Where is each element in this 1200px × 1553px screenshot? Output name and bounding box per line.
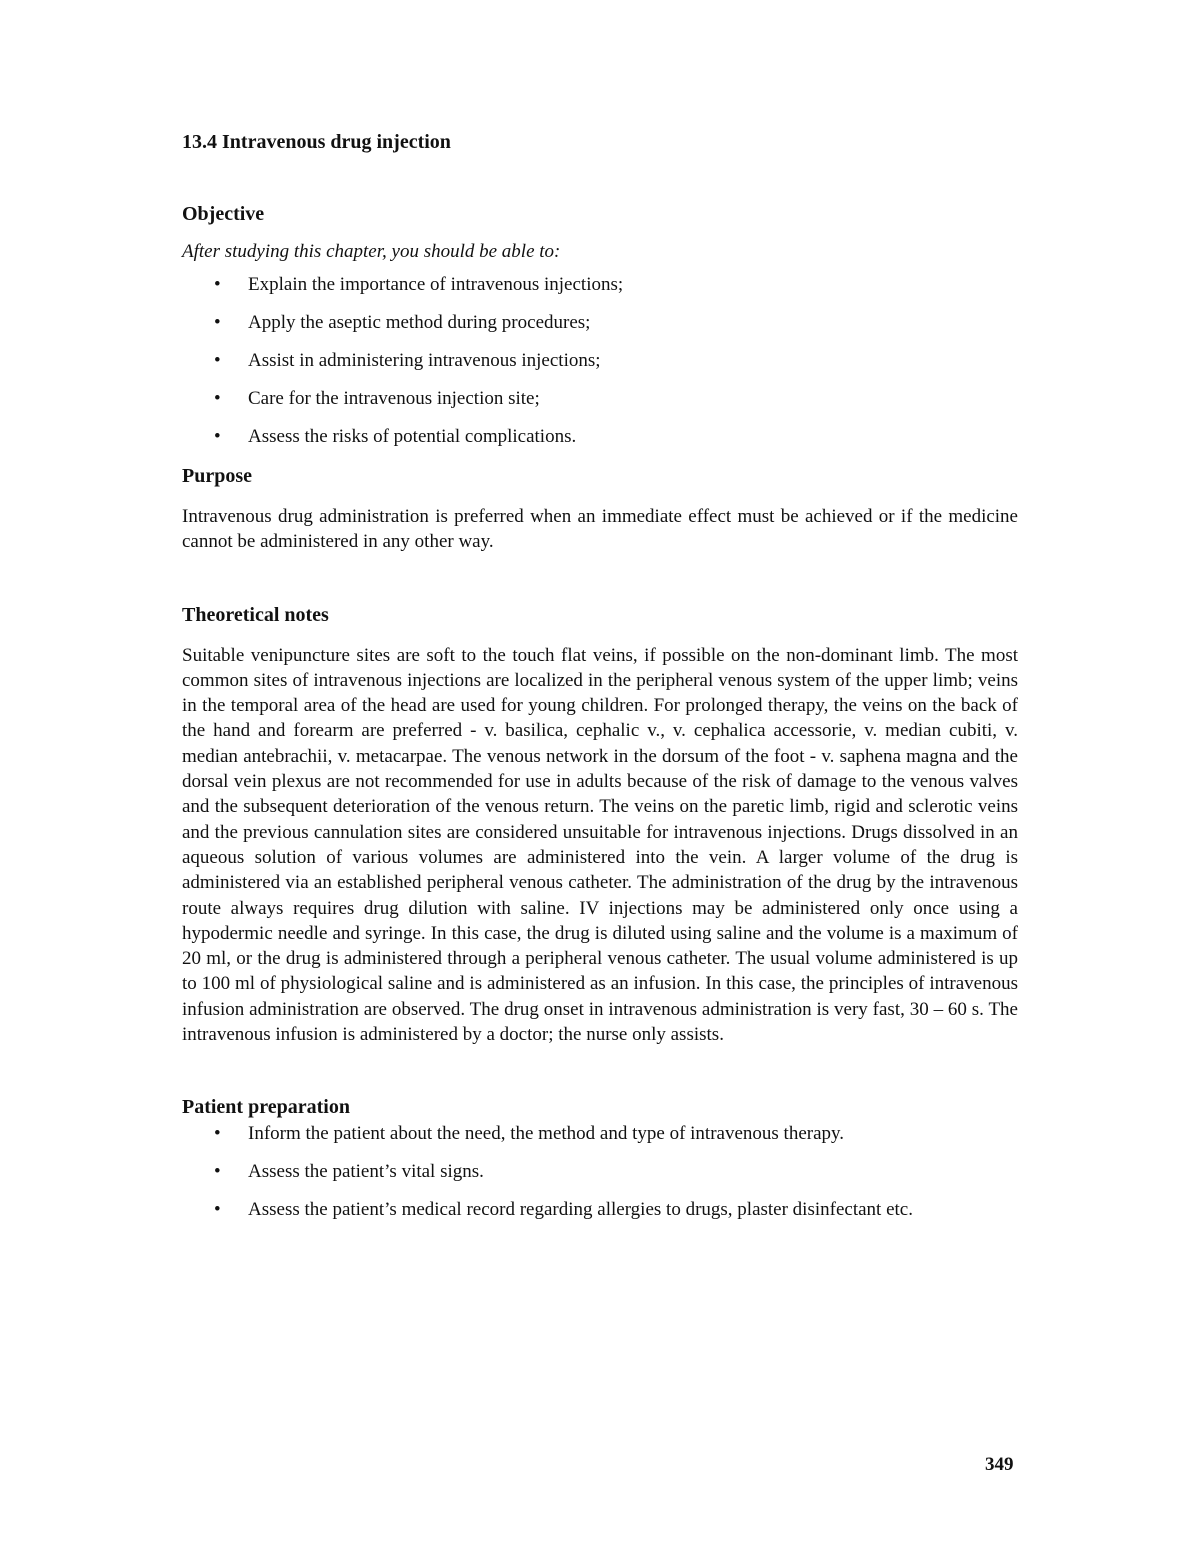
theory-heading: Theoretical notes xyxy=(182,603,329,626)
list-item-text: Assess the risks of potential complications. xyxy=(248,426,577,447)
list-item-text: Explain the importance of intravenous injections; xyxy=(248,274,624,295)
page-title: 13.4 Intravenous drug injection xyxy=(182,131,451,153)
page-number: 349 xyxy=(985,1454,1014,1475)
list-item-text: Apply the aseptic method during procedures; xyxy=(248,312,591,333)
list-item xyxy=(182,272,1018,298)
bullet-icon: • xyxy=(214,388,221,409)
list-item-text: Assess the patient’s vital signs. xyxy=(248,1161,484,1183)
objective-heading: Objective xyxy=(182,203,265,225)
bullet-icon: • xyxy=(214,274,221,295)
purpose-heading: Purpose xyxy=(182,465,252,487)
bullet-icon: • xyxy=(214,1199,221,1221)
list-item xyxy=(182,1159,1018,1185)
document-page xyxy=(182,128,1018,1235)
list-item xyxy=(182,1197,1018,1223)
patient-preparation-heading: Patient preparation xyxy=(182,1096,350,1119)
bullet-icon: • xyxy=(214,350,221,371)
list-item xyxy=(182,348,1018,374)
list-item xyxy=(182,1121,1018,1147)
bullet-icon: • xyxy=(214,1161,221,1183)
list-item xyxy=(182,310,1018,336)
list-item xyxy=(182,386,1018,412)
list-item xyxy=(182,424,1018,450)
list-item-text: Assess the patient’s medical record regarding allergies to drugs, plaster disinfectant etc. xyxy=(248,1199,913,1221)
list-item-text: Inform the patient about the need, the method and type of intravenous therapy. xyxy=(248,1123,845,1145)
objective-list xyxy=(182,272,1018,450)
purpose-paragraph: Intravenous drug administration is preferred when an immediate effect must be achieved or if the medicine cannot be administered in any other way. xyxy=(182,506,1018,553)
bullet-icon: • xyxy=(214,426,221,447)
bullet-icon: • xyxy=(214,312,221,333)
list-item-text: Assist in administering intravenous injections; xyxy=(248,350,601,371)
patient-preparation-list xyxy=(182,1121,1018,1223)
bullet-icon: • xyxy=(214,1123,221,1145)
theory-paragraph: Suitable venipuncture sites are soft to the touch flat veins, if possible on the non-dominant limb. The most common sites of intravenous injections are localized in the peripheral venous system of the upper limb; veins in the temporal area of the head are used for young children. For prolonged therapy, the veins on the back of the hand and forearm are preferred - v. basilica, cephalic v., v. cephalica accessorie, v. median cubiti, v. median antebrachii, v. metacarpae. The venous network in the dorsum of the foot - v. saphena magna and the dorsal vein plexus are not recommended for use in adults because of the risk of damage to the venous valves and the subsequent deterioration of the venous return. The veins on the paretic limb, rigid and sclerotic veins and the previous cannulation sites are considered unsuitable for intravenous injections. Drugs dissolved in an aqueous solution of various volumes are administered into the vein. A larger volume of the drug is administered via an established peripheral venous catheter. The administration of the drug by the intravenous route always requires drug dilution with saline. IV injections may be administered only once using a hypodermic needle and syringe. In this case, the drug is diluted using saline and the volume is a maximum of 20 ml, or the drug is administered through a peripheral venous catheter. The usual volume administered is up to 100 ml of physiological saline and is administered as an infusion. In this case, the principles of intravenous infusion administration are observed. The drug onset in intravenous administration is very fast, 30 – 60 s. The intravenous infusion is administered by a doctor; the nurse only assists. xyxy=(182,644,1018,1046)
list-item-text: Care for the intravenous injection site; xyxy=(248,388,540,409)
objective-intro: After studying this chapter, you should be able to: xyxy=(182,241,561,262)
